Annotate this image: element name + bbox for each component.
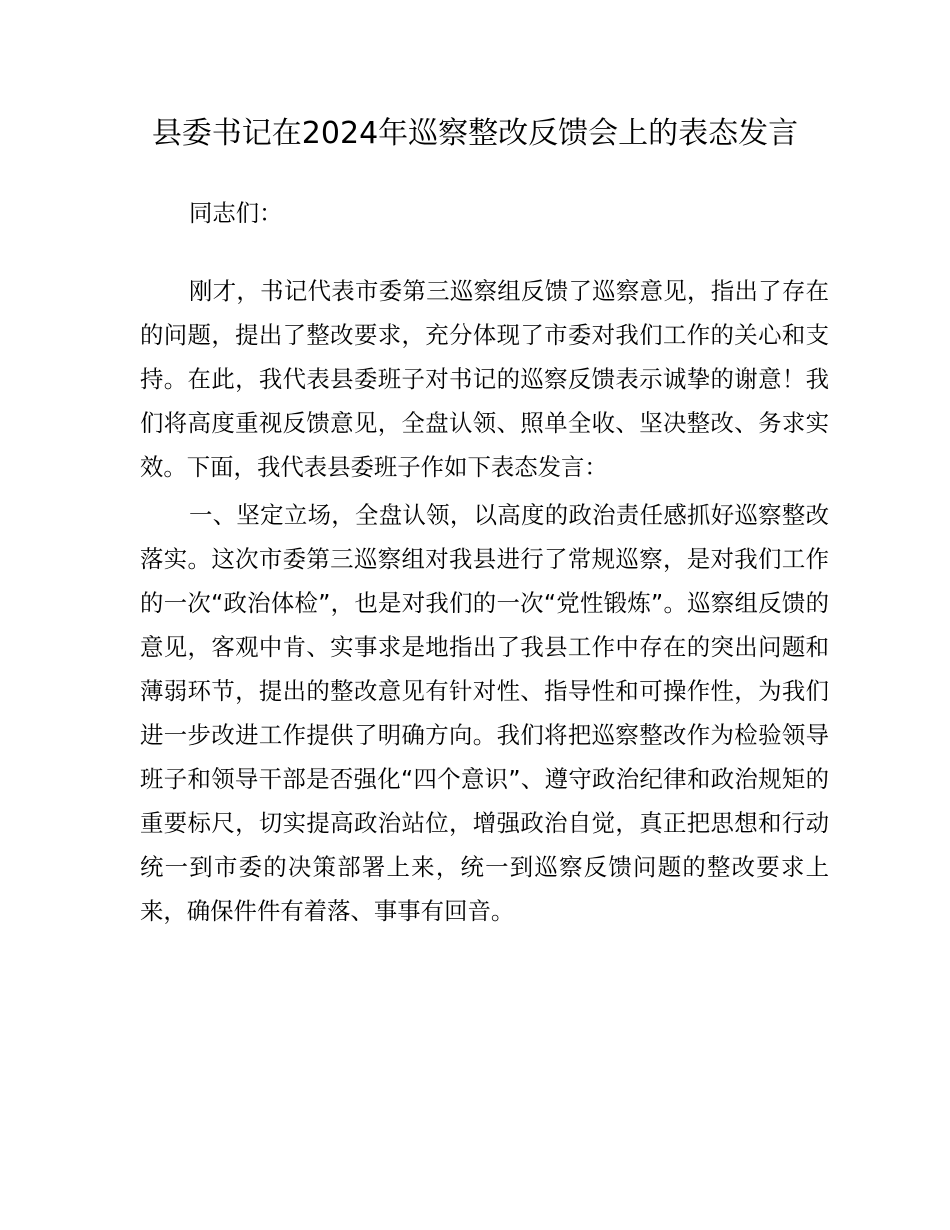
document-title: 县委书记在2024年巡察整改反馈会上的表态发言 (151, 116, 799, 151)
paragraph-opening: 刚才，书记代表市委第三巡察组反馈了巡察意见，指出了存在的问题，提出了整改要求，充分体现了市委对我们工作的关心和支持。在此，我代表县委班子对书记的巡察反馈表示诚挚的谢意！我们将高度重视反馈意见，全盘认领、照单全收、坚决整改、务求实效。下面，我代表县委班子作如下表态发言： (140, 277, 829, 481)
greeting: 同志们： (189, 199, 283, 227)
paragraph-section-one: 一、坚定立场，全盘认领，以高度的政治责任感抓好巡察整改落实。这次市委第三巡察组对我县进行了常规巡察，是对我们工作的一次“政治体检”，也是对我们的一次“党性锻炼”。巡察组反馈的意见，客观中肯、实事求是地指出了我县工作中存在的突出问题和薄弱环节，提出的整改意见有针对性、指导性和可操作性，为我们进一步改进工作提供了明确方向。我们将把巡察整改作为检验领导班子和领导干部是否强化“四个意识”、遵守政治纪律和政治规矩的重要标尺，切实提高政治站位，增强政治自觉，真正把思想和行动统一到市委的决策部署上来，统一到巡察反馈问题的整改要求上来，确保件件有着落、事事有回音。 (140, 501, 829, 925)
